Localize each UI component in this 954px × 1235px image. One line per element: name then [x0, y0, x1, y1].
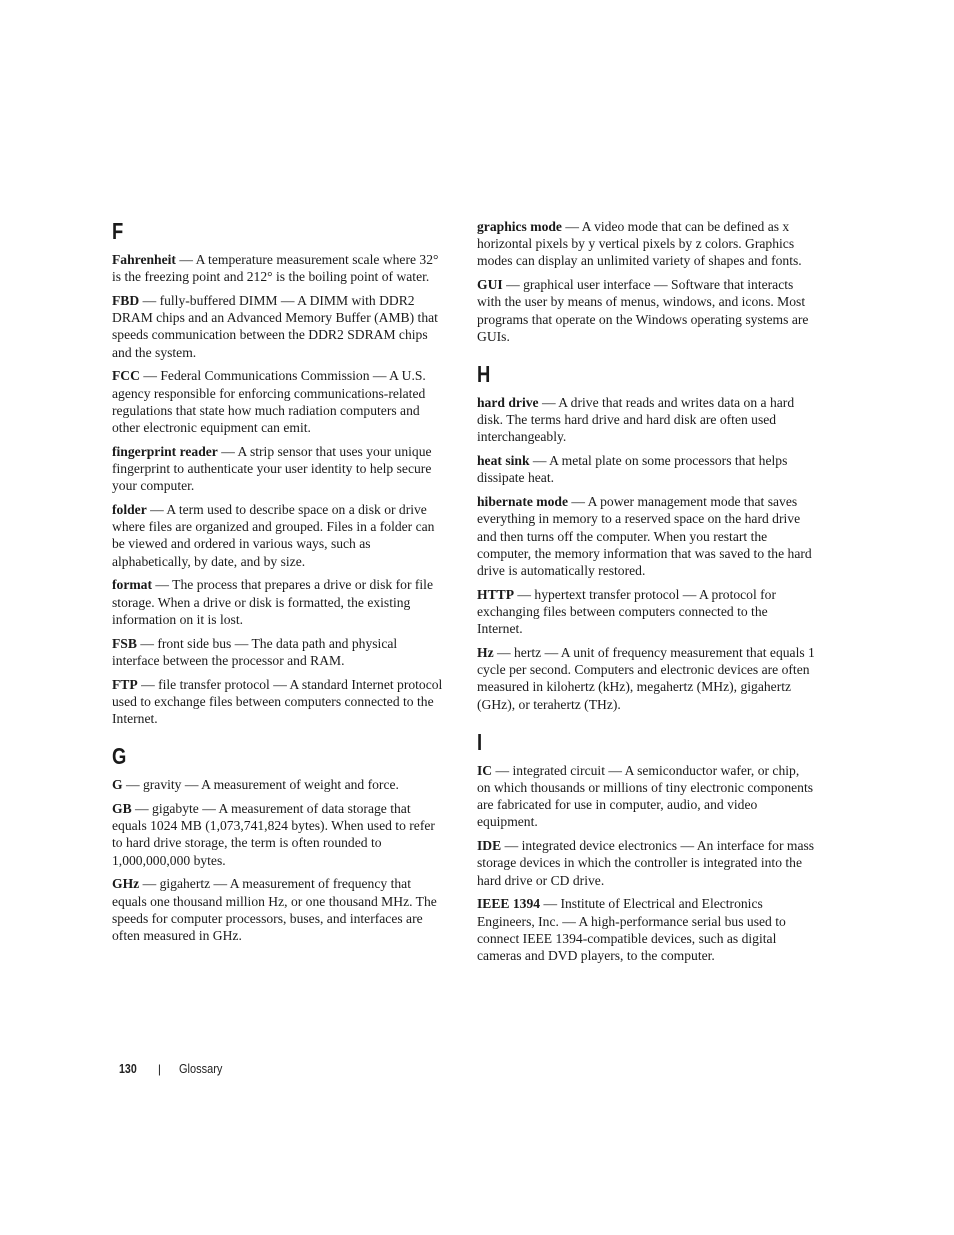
glossary-definition: — graphical user interface — Software that interacts with the user by means of menus, windows, and icons. Most programs that operate on the Windows operating systems are GUIs.	[477, 277, 809, 344]
glossary-entry	[112, 501, 448, 570]
glossary-term: FSB	[112, 635, 137, 651]
glossary-entry	[477, 493, 815, 579]
glossary-entry	[477, 452, 815, 486]
glossary-definition: — Institute of Electrical and Electronics Engineers, Inc. — A high-performance serial bus used to connect IEEE 1394-compatible devices, such as digital cameras and DVD players, to the computer.	[477, 896, 786, 964]
glossary-entry	[112, 576, 448, 628]
glossary-definition: — hertz — A unit of frequency measurement that equals 1 cycle per second. Computers and electronic devices are often measured in kilohertz (kHz), megahertz (MHz), gigahertz (GHz), or terahertz (THz).	[477, 645, 815, 712]
glossary-entry	[477, 586, 815, 638]
glossary-entry	[477, 218, 815, 270]
glossary-section	[477, 359, 815, 713]
glossary-definition: — fully-buffered DIMM — A DIMM with DDR2 DRAM chips and an Advanced Memory Buffer (AMB) that speeds communication between the DDR2 SDRAM chips and the system.	[112, 293, 438, 360]
section-letter-heading: I	[477, 728, 483, 755]
glossary-entry	[112, 800, 448, 869]
glossary-entry	[477, 644, 815, 713]
glossary-entry	[477, 394, 815, 446]
glossary-term: fingerprint reader	[112, 443, 218, 459]
glossary-definition: — A term used to describe space on a disk or drive where files are organized and grouped. Files in a folder can be viewed and ordered in various ways, such as alphabetically, by date, and by size.	[112, 502, 435, 569]
glossary-term: IEEE 1394	[477, 896, 541, 912]
glossary-term: HTTP	[477, 586, 515, 602]
glossary-entry	[477, 276, 815, 345]
glossary-entry	[112, 676, 448, 728]
glossary-term: Fahrenheit	[112, 252, 176, 267]
glossary-term: GHz	[112, 876, 140, 892]
glossary-term: GUI	[477, 277, 503, 293]
section-letter-heading: H	[477, 361, 491, 388]
glossary-definition: — A video mode that can be defined as x horizontal pixels by y vertical pixels by z colors. Graphics modes can display an unlimited variety of shapes and fonts.	[477, 219, 802, 269]
glossary-definition: — integrated device electronics — An interface for mass storage devices in which the controller is integrated into the hard drive or CD drive.	[477, 838, 815, 888]
glossary-term: G	[112, 777, 123, 793]
glossary-entry	[112, 635, 448, 669]
glossary-entry	[112, 367, 448, 436]
glossary-entry	[112, 251, 448, 285]
glossary-definition: — gigabyte — A measurement of data storage that equals 1024 MB (1,073,741,824 bytes). When used to refer to hard drive storage, the term is often rounded to 1,000,000,000 bytes.	[112, 801, 435, 868]
glossary-term: format	[112, 577, 153, 593]
glossary-definition: — gravity — A measurement of weight and force.	[122, 777, 399, 793]
glossary-section	[112, 741, 448, 944]
glossary-entry	[112, 292, 448, 361]
glossary-term: FBD	[112, 293, 140, 308]
glossary-definition: — front side bus — The data path and physical interface between the processor and RAM.	[112, 635, 398, 668]
glossary-definition: — integrated circuit — A semiconductor wafer, or chip, on which thousands or millions of tiny electronic components are fabricated for use in computer, audio, and video equipment.	[477, 762, 814, 830]
glossary-term: FCC	[112, 368, 140, 384]
glossary-entry	[477, 895, 815, 964]
glossary-term: graphics mode	[477, 219, 562, 234]
page-footer	[119, 1062, 228, 1076]
glossary-term: IC	[477, 762, 493, 778]
section-letter-heading: G	[112, 743, 127, 770]
glossary-term: hibernate mode	[477, 494, 568, 510]
glossary-entry	[112, 875, 448, 944]
glossary-entry	[112, 443, 448, 495]
glossary-term: IDE	[477, 838, 502, 854]
glossary-term: Hz	[477, 645, 494, 661]
glossary-term: FTP	[112, 676, 138, 692]
glossary-right-column	[477, 218, 815, 971]
footer-separator: |	[157, 1062, 161, 1076]
glossary-definition: — file transfer protocol — A standard Internet protocol used to exchange files between computers connected to the Internet.	[112, 676, 443, 727]
glossary-definition: — A power management mode that saves everything in memory to a reserved space on the hard drive and then turns off the computer. When you restart the computer, the memory information that was saved to the hard drive is automatically restored.	[477, 494, 812, 579]
glossary-term: folder	[112, 502, 147, 518]
glossary-term: heat sink	[477, 453, 530, 469]
glossary-definition: — A drive that reads and writes data on a hard disk. The terms hard drive and hard disk are often used interchangeably.	[477, 395, 795, 445]
glossary-term: hard drive	[477, 395, 539, 411]
glossary-definition: — gigahertz — A measurement of frequency that equals one thousand million Hz, or one thousand MHz. The speeds for computer processors, buses, and interfaces are often measured in GHz.	[112, 876, 437, 944]
glossary-definition: — The process that prepares a drive or disk for file storage. When a drive or disk is formatted, the existing information on it is lost.	[112, 577, 433, 627]
glossary-entry	[477, 837, 815, 889]
section-letter-heading: F	[112, 218, 124, 244]
page-number: 130	[119, 1062, 137, 1076]
glossary-definition: — hypertext transfer protocol — A protocol for exchanging files between computers connected to the Internet.	[477, 586, 777, 637]
glossary-entry	[477, 762, 815, 831]
glossary-definition: — A temperature measurement scale where 32° is the freezing point and 212° is the boiling point of water.	[112, 252, 439, 285]
glossary-section	[112, 216, 448, 727]
glossary-left-column	[112, 216, 448, 951]
footer-section-label: Glossary	[178, 1062, 223, 1076]
glossary-entry	[112, 776, 448, 793]
glossary-definition: — Federal Communications Commission — A U.S. agency responsible for enforcing communications-related regulations that state how much radiation computers and other electronic equipment can emit.	[112, 368, 426, 436]
glossary-term: GB	[112, 801, 132, 817]
glossary-definition: — A strip sensor that uses your unique fingerprint to authenticate your user identity to help secure your computer.	[112, 443, 432, 494]
glossary-section	[477, 727, 815, 964]
glossary-section	[477, 218, 815, 345]
glossary-definition: — A metal plate on some processors that helps dissipate heat.	[477, 453, 788, 486]
